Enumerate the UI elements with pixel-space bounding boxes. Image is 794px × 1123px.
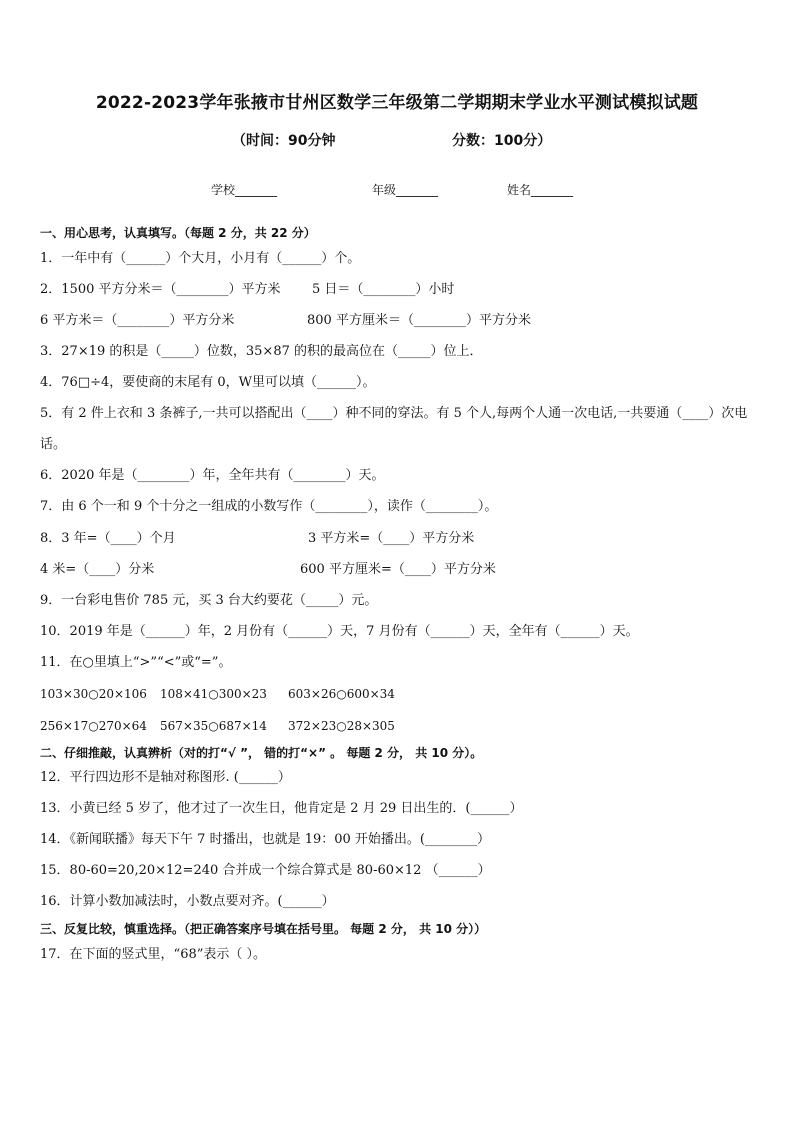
school-field: 学校_______ (211, 183, 278, 197)
grade-field: 年级_______ (372, 183, 439, 197)
exam-score: 分数：100分） (452, 133, 552, 149)
question-2c: 6 平方米＝（________）平方分米 (40, 313, 235, 328)
question-8 (40, 530, 770, 548)
question-6: 6．2020 年是（________）年，全年共有（________）天。 (40, 468, 385, 483)
question-8c: 4 米=（____）分米 (40, 562, 155, 577)
question-2 (40, 281, 770, 299)
question-2a: 2．1500 平方分米＝（________）平方米 (40, 282, 281, 297)
question-8a: 8．3 年=（____）个月 (40, 531, 176, 546)
section-3-heading: 三、反复比较，慎重选择。（把正确答案序号填在括号里。 每题 2 分， 共 10 分）） (40, 922, 487, 936)
compare-item: 372×23○28×305 (288, 719, 395, 733)
question-7: 7．由 6 个一和 9 个十分之一组成的小数写作（________），读作（________）。 (40, 499, 498, 514)
question-12: 12．平行四边形不是轴对称图形. (______） (40, 770, 291, 785)
question-9: 9．一台彩电售价 785 元，买 3 台大约要花（_____）元。 (40, 593, 378, 608)
compare-item: 256×17○270×64 (40, 719, 147, 733)
question-16: 16．计算小数加减法时，小数点要对齐。(______） (40, 894, 335, 909)
compare-item: 103×30○20×106 (40, 687, 147, 701)
question-13: 13．小黄已经 5 岁了，他才过了一次生日，他肯定是 2 月 29 日出生的．(______） (40, 801, 523, 816)
question-11: 11．在○里填上“>”“<”或“=”。 (40, 655, 232, 670)
question-14: 14．《新闻联播》每天下午 7 时播出，也就是 19：00 开始播出。(________） (40, 832, 490, 847)
compare-item: 603×26○600×34 (288, 687, 395, 701)
question-2d: 800 平方厘米＝（________）平方分米 (307, 313, 531, 328)
question-8d: 600 平方厘米=（____）平方分米 (300, 562, 496, 577)
question-8b: 3 平方米=（____）平方分米 (308, 531, 475, 546)
section-1-heading: 一、用心思考，认真填写。（每题 2 分，共 22 分） (40, 226, 316, 240)
compare-item: 567×35○687×14 (160, 719, 267, 733)
question-15: 15．80-60=20,20×12=240 合并成一个综合算式是 80-60×12 （______） (40, 863, 491, 878)
compare-item: 108×41○300×23 (160, 687, 267, 701)
question-8-row2 (40, 561, 770, 579)
exam-title: 2022-2023学年张掖市甘州区数学三年级第二学期期末学业水平测试模拟试题 (95, 93, 699, 113)
section-2-heading: 二、仔细推敲，认真辨析（对的打“√ ”， 错的打“×” 。 每题 2 分， 共 10 分）。 (40, 746, 483, 760)
question-4: 4．76□÷4，要使商的末尾有 0，W里可以填（______）。 (40, 375, 376, 390)
question-5: 5．有 2 件上衣和 3 条裤子,一共可以搭配出（____）种不同的穿法。有 5 个人,每两个人通一次电话,一共要通（____）次电话。 (40, 406, 748, 452)
exam-time: （时间：90分钟 (232, 133, 336, 149)
name-field: 姓名_______ (507, 183, 574, 197)
question-2b: 5 日＝（________）小时 (312, 282, 455, 297)
question-2-row2 (40, 312, 770, 330)
question-17: 17．在下面的竖式里，“68”表示（ ）。 (40, 947, 267, 962)
question-10: 10．2019 年是（______）年，2 月份有（______）天，7 月份有（______）天，全年有（______）天。 (40, 624, 639, 639)
question-3: 3．27×19 的积是（_____）位数，35×87 的积的最高位在（_____）位上． (40, 344, 483, 359)
question-1: 1．一年中有（______）个大月，小月有（______）个。 (40, 251, 361, 266)
